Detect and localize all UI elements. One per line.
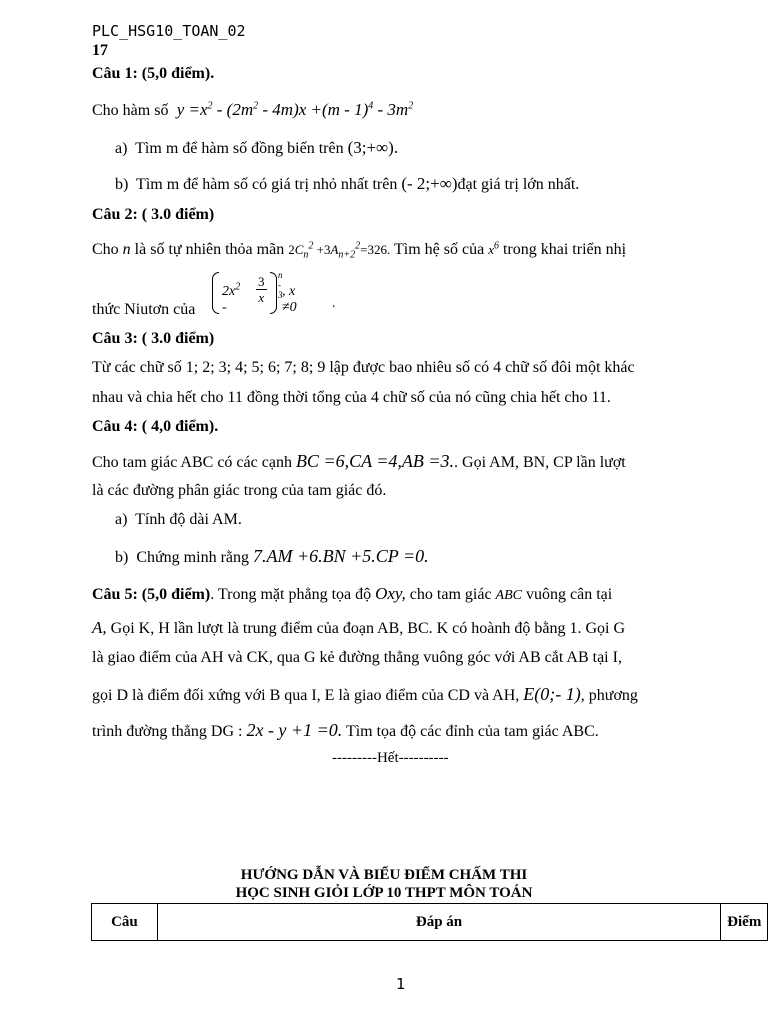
q5-line4: gọi D là điểm đối xứng với B qua I, E là giao điểm của CD và AH, E(0;- 1), phương bbox=[92, 684, 638, 704]
end-marker: ---------Hết---------- bbox=[332, 750, 449, 766]
q3-line1: Từ các chữ số 1; 2; 3; 4; 5; 6; 7; 8; 9 lập được bao nhiêu số có 4 chữ số đôi một khác bbox=[92, 359, 635, 376]
q2-title: Câu 2: ( 3.0 điểm) bbox=[92, 206, 215, 223]
q1-title: Câu 1: (5,0 điểm). bbox=[92, 65, 215, 82]
q1-a-interval: (3;+∞). bbox=[347, 138, 399, 157]
doc-number: 17 bbox=[92, 42, 108, 59]
q4-part-b: b) Chứng minh rằng 7.AM +6.BN +5.CP =0. bbox=[115, 546, 429, 566]
q5-line1: Câu 5: (5,0 điểm). Trong mặt phẳng tọa độ Oxy, cho tam giác ABC vuông cân tại bbox=[92, 584, 613, 603]
q4-sides: BC =6,CA =4,AB =3. bbox=[295, 451, 455, 471]
header-dap-an: Đáp án bbox=[157, 904, 720, 941]
q2-intro: Cho n là số tự nhiên thỏa mãn $2C_n^2 +3A_{n+2}^2=326$. Tìm hệ số của $x^6$ trong khai triển nhị bbox=[92, 240, 627, 261]
q4-part-a: a) Tính độ dài AM. bbox=[115, 511, 242, 528]
document-page: PLC_HSG10_TOAN_02 17 Câu 1: (5,0 điểm). Cho hàm số $y =x^2 - (2m^2 - 4m)x +(m - 1)^4 - 3m^2$ a) Tìm m để hàm số đồng biến trên (3;+∞). b) Tìm m để hàm số có giá trị nhỏ nhất trên (- 2;+∞)đạt giá trị lớn nhất. Câu 2: ( 3.0 điểm) Cho n là số tự nhiên thỏa mãn $2C_n^2 +3A_{n+2}^2=326$. Tìm hệ số của $x^6$ trong khai triển nhị thức Niutơn của $2x^2$ - $\frac{3}{x}$ n - 3 , x ≠0 . Câu 3: ( 3.0 điểm) Từ các chữ số 1; 2; 3; 4; 5; 6; 7; 8; 9 lập được bao nhiêu số có 4 chữ số đôi một khác nhau và chia hết cho 11 đồng thời tổng của 4 chữ số của nó cũng chia hết cho 11. Câu 4: ( 4,0 điểm). Cho tam giác ABC có các cạnh BC =6,CA =4,AB =3.. Gọi AM, BN, CP lần lượt là các đường phân giác trong của tam giác đó. a) Tính độ dài AM. b) Chứng minh rằng 7.AM +6.BN +5.CP =0. Câu 5: (5,0 điểm). Trong mặt phẳng tọa độ Oxy, cho tam giác ABC vuông cân tại A, Gọi K, H lần lượt là trung điểm của đoạn AB, BC. K có hoành độ bằng 1. Gọi G là giao điểm của AH và CK, qua G kẻ đường thẳng vuông góc với AB cắt AB tại I, gọi D là điểm đối xứng với B qua I, E là giao điểm của CD và AH, E(0;- 1), phương trình đường thẳng DG : 2x - y +1 =0. Tìm tọa độ các đỉnh của tam giác ABC. ---------Hết---------- HƯỚNG DẪN VÀ BIỂU ĐIỂM CHẤM THI HỌC SINH GIỎI LỚP 10 THPT MÔN TOÁN Câu Đáp án Điểm 1 bbox=[0, 0, 768, 1024]
answer-table bbox=[91, 903, 768, 941]
answer-title-2: HỌC SINH GIỎI LỚP 10 THPT MÔN TOÁN bbox=[235, 885, 533, 901]
q5-dg-equation: 2x - y +1 =0. bbox=[246, 720, 343, 740]
q4-vector-equation: 7.AM +6.BN +5.CP =0. bbox=[253, 546, 429, 566]
q4-line2: là các đường phân giác trong của tam giác đó. bbox=[92, 482, 387, 499]
q1-intro: Cho hàm số $y =x^2 - (2m^2 - 4m)x +(m - 1)^4 - 3m^2$ bbox=[92, 100, 414, 119]
q1-b-interval: (- 2;+∞) bbox=[401, 174, 458, 193]
q2-line2: thức Niutơn của bbox=[92, 301, 196, 318]
q5-line3: là giao điểm của AH và CK, qua G kẻ đường thẳng vuông góc với AB cắt AB tại I, bbox=[92, 649, 622, 666]
q1-part-a: a) Tìm m để hàm số đồng biến trên (3;+∞). bbox=[115, 138, 399, 157]
q3-title: Câu 3: ( 3.0 điểm) bbox=[92, 330, 215, 347]
q5-line2: A, Gọi K, H lần lượt là trung điểm của đoạn AB, BC. K có hoành độ bằng 1. Gọi G bbox=[92, 618, 626, 637]
q2-combination-equation: $2C_n^2 +3A_{n+2}^2$ bbox=[288, 240, 361, 261]
page-number: 1 bbox=[396, 975, 406, 993]
q5-title: Câu 5: (5,0 điểm) bbox=[92, 586, 211, 603]
header-cau: Câu bbox=[92, 904, 158, 941]
q1-function-formula: $y =x^2 - (2m^2 - 4m)x +(m - 1)^4 - 3m^2$ bbox=[172, 100, 414, 119]
header-diem: Điểm bbox=[721, 904, 768, 941]
q5-line5: trình đường thẳng DG : 2x - y +1 =0. Tìm tọa độ các đỉnh của tam giác ABC. bbox=[92, 720, 599, 740]
q1-part-b: b) Tìm m để hàm số có giá trị nhỏ nhất trên (- 2;+∞)đạt giá trị lớn nhất. bbox=[115, 174, 580, 193]
q4-title: Câu 4: ( 4,0 điểm). bbox=[92, 418, 219, 435]
q5-point-e: E(0;- 1) bbox=[523, 684, 581, 704]
answer-title-1: HƯỚNG DẪN VÀ BIỂU ĐIỂM CHẤM THI bbox=[240, 867, 528, 883]
q4-line1: Cho tam giác ABC có các cạnh BC =6,CA =4,AB =3.. Gọi AM, BN, CP lần lượt bbox=[92, 451, 626, 471]
table-header-row bbox=[92, 904, 768, 941]
doc-code: PLC_HSG10_TOAN_02 bbox=[92, 22, 246, 40]
q2-power-term: $x^6$ bbox=[488, 240, 499, 257]
q3-line2: nhau và chia hết cho 11 đồng thời tổng của 4 chữ số của nó cũng chia hết cho 11. bbox=[92, 389, 611, 406]
